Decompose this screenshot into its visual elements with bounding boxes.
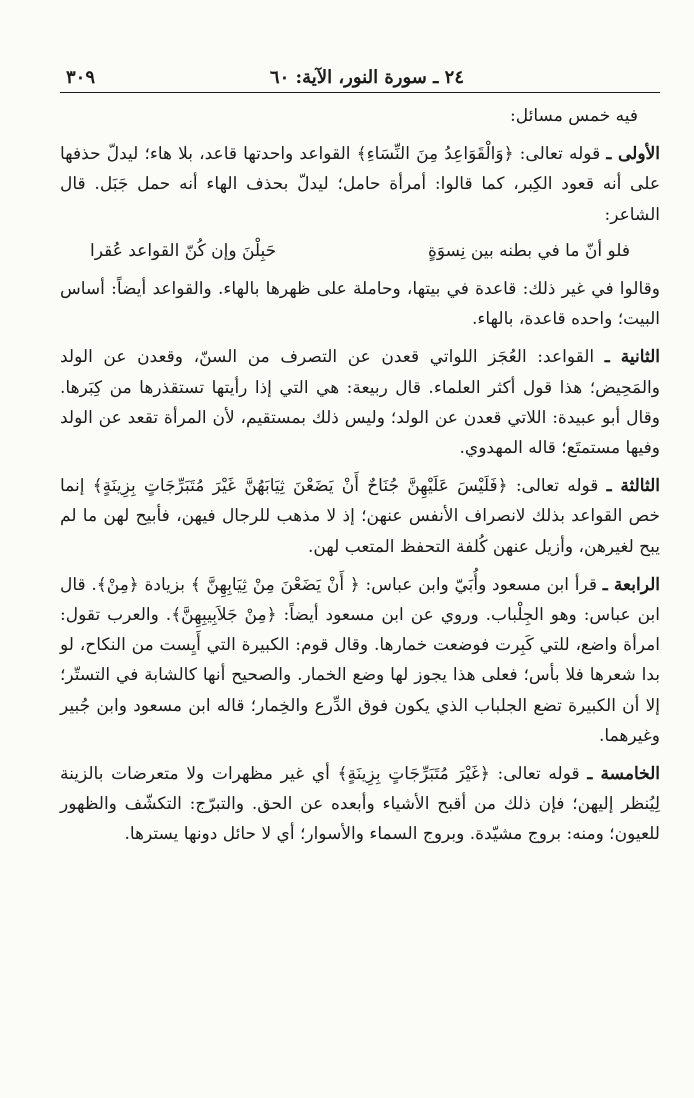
issue-1-text: قوله تعالى: ﴿وَالْقَوَاعِدُ مِنَ النِّسَاءِ﴾ القواعد واحدتها قاعد، بلا هاء؛ ليدلّ حذفها على أنه قعود الكِبر، كما قالوا: أمرأة حامل؛ ليدلّ بحذف الهاء أنه حمل جَبَل. قال الشاعر: — [60, 144, 660, 225]
verse-first-hemistich: فلو أنّ ما في بطنه بين نِسوَةٍ — [427, 240, 630, 261]
issue-3-label: الثالثة ـ — [606, 476, 660, 497]
chapter-heading: ٢٤ ـ سورة النور، الآية: ٦٠ — [269, 67, 464, 88]
issue-3-paragraph — [60, 471, 660, 562]
verse-second-hemistich: حَبِلْنَ وإن كُنّ القواعد عُقرا — [90, 240, 277, 261]
running-header — [60, 58, 660, 93]
issue-1-paragraph — [60, 139, 660, 230]
issue-5-paragraph — [60, 759, 660, 850]
body-text — [60, 101, 660, 850]
issue-2-label: الثانية ـ — [604, 347, 660, 368]
issue-4-text: قرأ ابن مسعود وأُبَيّ وابن عباس: ﴿ أَنْ يَضَعْنَ مِنْ ثِيَابِهِنَّ ﴾ بزيادة ﴿مِنْ﴾. قال ابن عباس: وهو الجِلْباب. وروي عن ابن مسعود أيضاً: ﴿مِنْ جَلاَبِيبِهِنَّ﴾. والعرب تقول: امرأة واضع، للتي كَبِرت فوضعت خمارها. وقال قوم: الكبيرة التي أَيِست من النكاح، لو بدا شعرها فلا بأس؛ فعلى هذا يجوز لها وضع الخمار. والصحيح أنها كالشابة في التستّر؛ إلا أن الكبيرة تضع الجلباب الذي يكون فوق الدِّرع والخِمار؛ قاله ابن مسعود وابن جُبير وغيرهما. — [60, 574, 660, 746]
issue-4-paragraph — [60, 570, 660, 751]
issue-5-label: الخامسة ـ — [587, 764, 660, 785]
book-page — [60, 58, 660, 858]
issue-2-text: القواعد: العُجَز اللواتي قعدن عن التصرف من السنّ، وقعدن عن الولد والمَحِيض؛ هذا قول أكثر العلماء. قال ربيعة: هي التي إذا رأيتها تستقذرها من كِبَرها. وقال أبو عبيدة: اللاتي قعدن عن الولد؛ وليس ذلك بمستقيم، لأن المرأة تقعد عن الولد وفيها مستمتَع؛ قاله المهدوي. — [60, 347, 660, 459]
issue-5-text: قوله تعالى: ﴿غَيْرَ مُتَبَرِّجَاتٍ بِزِينَةٍ﴾ أي غير مظهرات ولا متعرضات بالزينة لِيُنظر إليهن؛ فإن ذلك من أقبح الأشياء وأبعده عن الحق. والتبرّج: التكشّف والظهور للعيون؛ ومنه: بروج مشيّدة. وبروج السماء والأسوار؛ أي لا حائل دونها يسترها. — [60, 764, 660, 845]
issue-3-text: قوله تعالى: ﴿فَلَيْسَ عَلَيْهِنَّ جُنَاحٌ أَنْ يَضَعْنَ ثِيَابَهُنَّ غَيْرَ مُتَبَرِّجَاتٍ بِزِينَةٍ﴾ إنما خص القواعد بذلك لانصراف الأنفس عنهن؛ إذ لا مذهب للرجال فيهن، فأبيح لهن ما لم يبح لغيرهن، وأزيل عنهن كُلفة التحفظ المتعب لهن. — [60, 476, 660, 557]
issue-1-label: الأولى ـ — [606, 144, 660, 165]
issue-2-paragraph — [60, 342, 660, 463]
issue-4-label: الرابعة ـ — [602, 574, 660, 595]
issue-1-continuation: وقالوا في غير ذلك: قاعدة في بيتها، وحاملة على ظهرها بالهاء. والقواعد أيضاً: أساس البيت؛ واحده قاعدة، بالهاء. — [60, 279, 660, 330]
intro-line: فيه خمس مسائل: — [510, 106, 638, 126]
page-number: ٣٠٩ — [66, 67, 96, 88]
poetry-verse — [60, 236, 660, 266]
